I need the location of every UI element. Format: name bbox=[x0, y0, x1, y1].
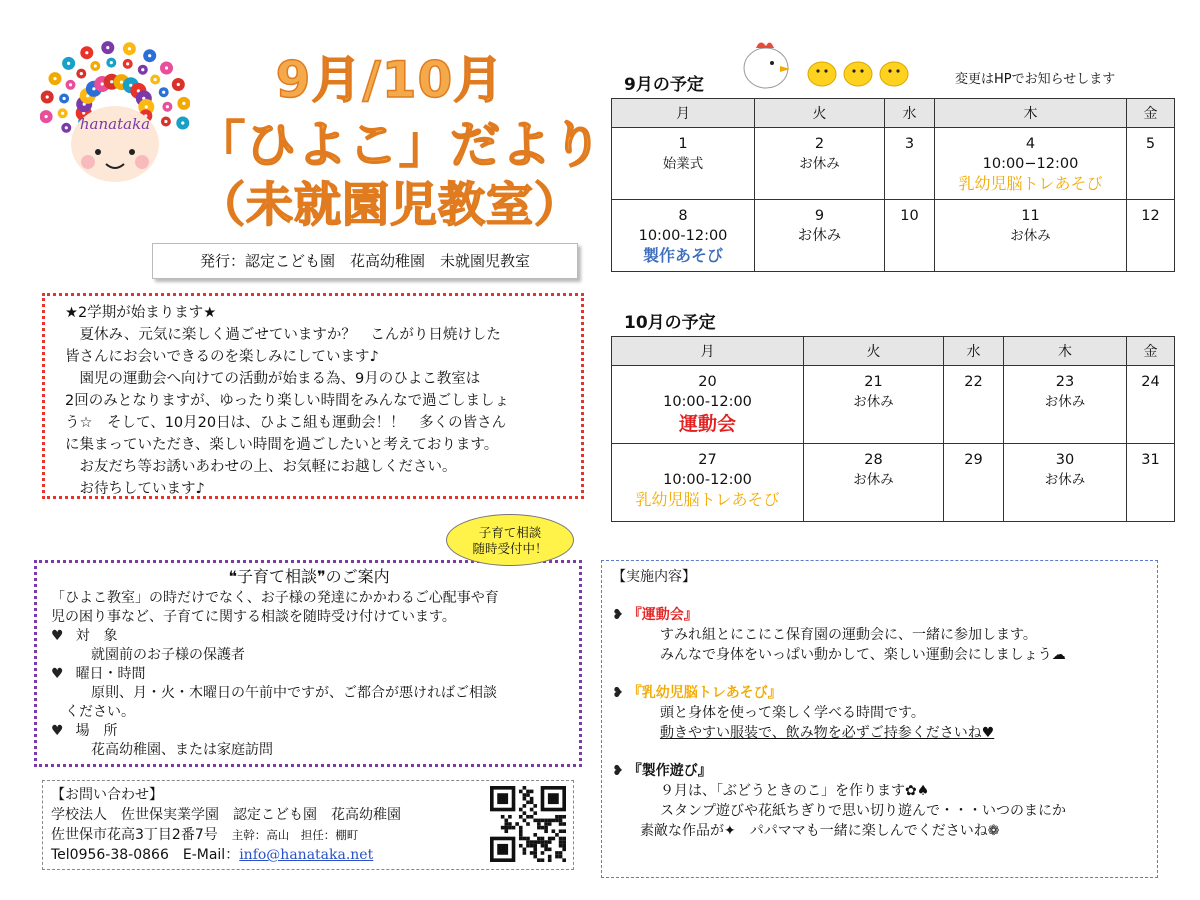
date-number: 27 bbox=[698, 452, 717, 468]
calendar-cell bbox=[755, 200, 885, 272]
cell-note: お休み bbox=[1010, 228, 1051, 244]
cell-note: お休み bbox=[1044, 394, 1086, 410]
date-number: 21 bbox=[864, 374, 883, 390]
date-number: 28 bbox=[864, 452, 883, 468]
day-header: 月 bbox=[612, 99, 755, 128]
calendar-cell bbox=[1004, 366, 1127, 444]
calendar-cell bbox=[935, 128, 1127, 200]
bullet-icon: ❥ bbox=[612, 685, 624, 701]
activity-line: スタンプ遊びや花紙ちぎりで思い切り遊んで・・・いつのまにか bbox=[660, 803, 1066, 819]
day-header: 火 bbox=[755, 99, 885, 128]
date-number: 31 bbox=[1141, 452, 1160, 468]
day-header: 水 bbox=[944, 337, 1004, 366]
intro-line: 皆さんにお会いできるのを楽しみにしています♪ bbox=[65, 349, 379, 365]
cell-note: お休み bbox=[1044, 472, 1086, 488]
qr-code bbox=[490, 786, 566, 862]
title-line-3: （未就園児教室） bbox=[198, 178, 582, 233]
cell-note: お休み bbox=[853, 472, 894, 488]
target-value: 就園前のお子様の保護者 bbox=[91, 647, 245, 663]
cell-note: お休み bbox=[797, 228, 842, 244]
contact-tel: Tel0956-38-0866 bbox=[51, 847, 169, 863]
date-number: 5 bbox=[1145, 136, 1156, 152]
place-value: 花高幼稚園、または家庭訪問 bbox=[91, 742, 273, 758]
calendar-cell bbox=[944, 366, 1004, 444]
contact-staff: 主幹：高山 担任：棚町 bbox=[231, 828, 359, 842]
time-value: 原則、月・火・木曜日の午前中ですが、ご都合が悪ければご相談 bbox=[91, 685, 497, 701]
cell-time: 10:00-12:00 bbox=[663, 472, 752, 488]
day-header: 金 bbox=[1127, 337, 1175, 366]
contact-title: 【お問い合わせ】 bbox=[51, 787, 163, 803]
date-number: 30 bbox=[1055, 452, 1075, 468]
target-label: 対 象 bbox=[75, 628, 118, 644]
event-label: 製作あそび bbox=[642, 246, 723, 265]
contact-org: 学校法人 佐世保実業学園 認定こども園 花高幼稚園 bbox=[51, 807, 401, 823]
consultation-text: 「ひよこ教室」の時だけでなく、お子様の発達にかかわるご心配事や育 bbox=[51, 590, 499, 606]
event-label: 乳幼児脳トレあそび bbox=[635, 490, 780, 509]
calendar-cell bbox=[612, 366, 804, 444]
calendar-cell bbox=[1004, 444, 1127, 522]
intro-line: ★2学期が始まります★ bbox=[65, 305, 217, 321]
october-calendar bbox=[611, 336, 1175, 522]
chick-illustration bbox=[738, 36, 923, 94]
cell-note: お休み bbox=[799, 156, 840, 172]
event-label: 運動会 bbox=[678, 413, 736, 435]
date-number: 8 bbox=[678, 208, 688, 224]
calendar-cell bbox=[1127, 444, 1175, 522]
cell-note: お休み bbox=[853, 394, 894, 410]
day-header: 水 bbox=[885, 99, 935, 128]
cell-time: 10:00-12:00 bbox=[663, 394, 752, 410]
date-number: 20 bbox=[698, 374, 717, 390]
activity-name: 『乳幼児脳トレあそび』 bbox=[627, 685, 782, 701]
date-number: 22 bbox=[964, 374, 983, 390]
activity-line: 素敵な作品が✦ パパママも一緒に楽しんでくださいね❁ bbox=[640, 823, 1000, 839]
intro-box bbox=[42, 293, 584, 499]
activity-line: みんなで身体をいっぱい動かして、楽しい運動会にしましょう☁ bbox=[660, 647, 1066, 663]
activity-name: 『運動会』 bbox=[627, 607, 698, 623]
calendar-cell bbox=[944, 444, 1004, 522]
date-number: 23 bbox=[1055, 374, 1075, 390]
day-header: 木 bbox=[935, 99, 1127, 128]
time-value: ください。 bbox=[65, 704, 135, 720]
date-number: 12 bbox=[1141, 208, 1160, 224]
consult-badge bbox=[446, 514, 574, 566]
cell-note: 始業式 bbox=[662, 156, 704, 172]
calendar-cell bbox=[755, 128, 885, 200]
date-number: 29 bbox=[964, 452, 983, 468]
badge-line: 子育て相談 bbox=[478, 525, 542, 540]
calendar-cell bbox=[612, 128, 755, 200]
activity-line: すみれ組とにこにこ保育園の運動会に、一緒に参加します。 bbox=[660, 627, 1037, 643]
calendar-cell bbox=[1127, 200, 1175, 272]
heart-icon: ♥ bbox=[51, 723, 64, 739]
publisher-box: 発行：認定こども園 花高幼稚園 未就園児教室 bbox=[152, 243, 578, 279]
september-calendar bbox=[611, 98, 1175, 272]
intro-line: 園児の運動会へ向けての活動が始まる為、9月のひよこ教室は bbox=[65, 371, 481, 387]
activity-line: 動きやすい服装で、飲み物を必ずご持参くださいね♥ bbox=[660, 725, 995, 741]
contact-address: 佐世保市花高3丁目2番7号 bbox=[51, 827, 218, 843]
cell-time: 10:00−12:00 bbox=[982, 156, 1079, 172]
date-number: 4 bbox=[1025, 136, 1036, 152]
activities-box bbox=[601, 560, 1158, 878]
day-header: 月 bbox=[612, 337, 804, 366]
day-header: 火 bbox=[804, 337, 944, 366]
calendar-cell bbox=[885, 200, 935, 272]
time-label: 曜日・時間 bbox=[75, 666, 146, 682]
consultation-title: ❝子育て相談❞のご案内 bbox=[228, 567, 390, 586]
date-number: 1 bbox=[678, 136, 688, 152]
date-number: 9 bbox=[814, 208, 825, 224]
intro-line: う☆ そして、10月20日は、ひよこ組も運動会！！ 多くの皆さん bbox=[65, 415, 507, 431]
cell-time: 10:00-12:00 bbox=[638, 228, 728, 244]
heart-icon: ♥ bbox=[51, 666, 64, 682]
bullet-icon: ❥ bbox=[612, 607, 624, 623]
activities-title: 【実施内容】 bbox=[612, 569, 696, 585]
email-link[interactable]: info@hanataka.net bbox=[239, 847, 374, 863]
day-header: 木 bbox=[1004, 337, 1127, 366]
logo-text: hanataka bbox=[79, 115, 151, 133]
calendar-cell bbox=[612, 444, 804, 522]
heart-icon: ♥ bbox=[51, 628, 64, 644]
calendar-cell bbox=[885, 128, 935, 200]
date-number: 10 bbox=[900, 208, 919, 224]
calendar-cell bbox=[804, 444, 944, 522]
calendar-cell bbox=[804, 366, 944, 444]
calendar-cell bbox=[1127, 128, 1175, 200]
intro-line: 2回のみとなりますが、ゆったり楽しい時間をみんなで過ごしましょ bbox=[65, 393, 510, 409]
activity-line: 頭と身体を使って楽しく学べる時間です。 bbox=[660, 705, 925, 721]
event-label: 乳幼児脳トレあそび bbox=[958, 174, 1103, 193]
consultation-box bbox=[34, 560, 582, 767]
activity-name: 『製作遊び』 bbox=[627, 763, 712, 779]
intro-line: 夏休み、元気に楽しく過ごせていますか？ こんがり日焼けした bbox=[65, 327, 501, 343]
schedule-change-note: 変更はHPでお知らせします bbox=[955, 72, 1116, 87]
day-header: 金 bbox=[1127, 99, 1175, 128]
date-number: 11 bbox=[1021, 208, 1040, 224]
mail-label: E-Mail： bbox=[182, 847, 240, 863]
october-title: 10月の予定 bbox=[624, 313, 716, 333]
badge-line: 随時受付中！ bbox=[472, 541, 548, 556]
calendar-cell bbox=[612, 200, 755, 272]
date-number: 3 bbox=[904, 136, 915, 152]
place-label: 場 所 bbox=[75, 723, 118, 739]
date-number: 2 bbox=[814, 136, 825, 152]
bullet-icon: ❥ bbox=[612, 763, 624, 779]
consultation-text: 児の困り事など、子育てに関する相談を随時受け付けています。 bbox=[51, 609, 456, 625]
date-number: 24 bbox=[1141, 374, 1160, 390]
september-title: 9月の予定 bbox=[624, 75, 704, 95]
intro-line: お待ちしています♪ bbox=[65, 481, 205, 497]
intro-line: お友だち等お誘いあわせの上、お気軽にお越しください。 bbox=[65, 459, 457, 475]
activity-line: ９月は、「ぶどうときのこ」を作ります✿♠ bbox=[660, 783, 930, 799]
title-line-1: 9月/10月 bbox=[275, 51, 505, 109]
title-line-2: 「ひよこ」だより bbox=[195, 116, 603, 174]
calendar-cell bbox=[1127, 366, 1175, 444]
hanataka-logo bbox=[40, 32, 190, 192]
intro-line: に集まっていただき、楽しい時間を過ごしたいと考えております。 bbox=[65, 437, 499, 453]
calendar-cell bbox=[935, 200, 1127, 272]
